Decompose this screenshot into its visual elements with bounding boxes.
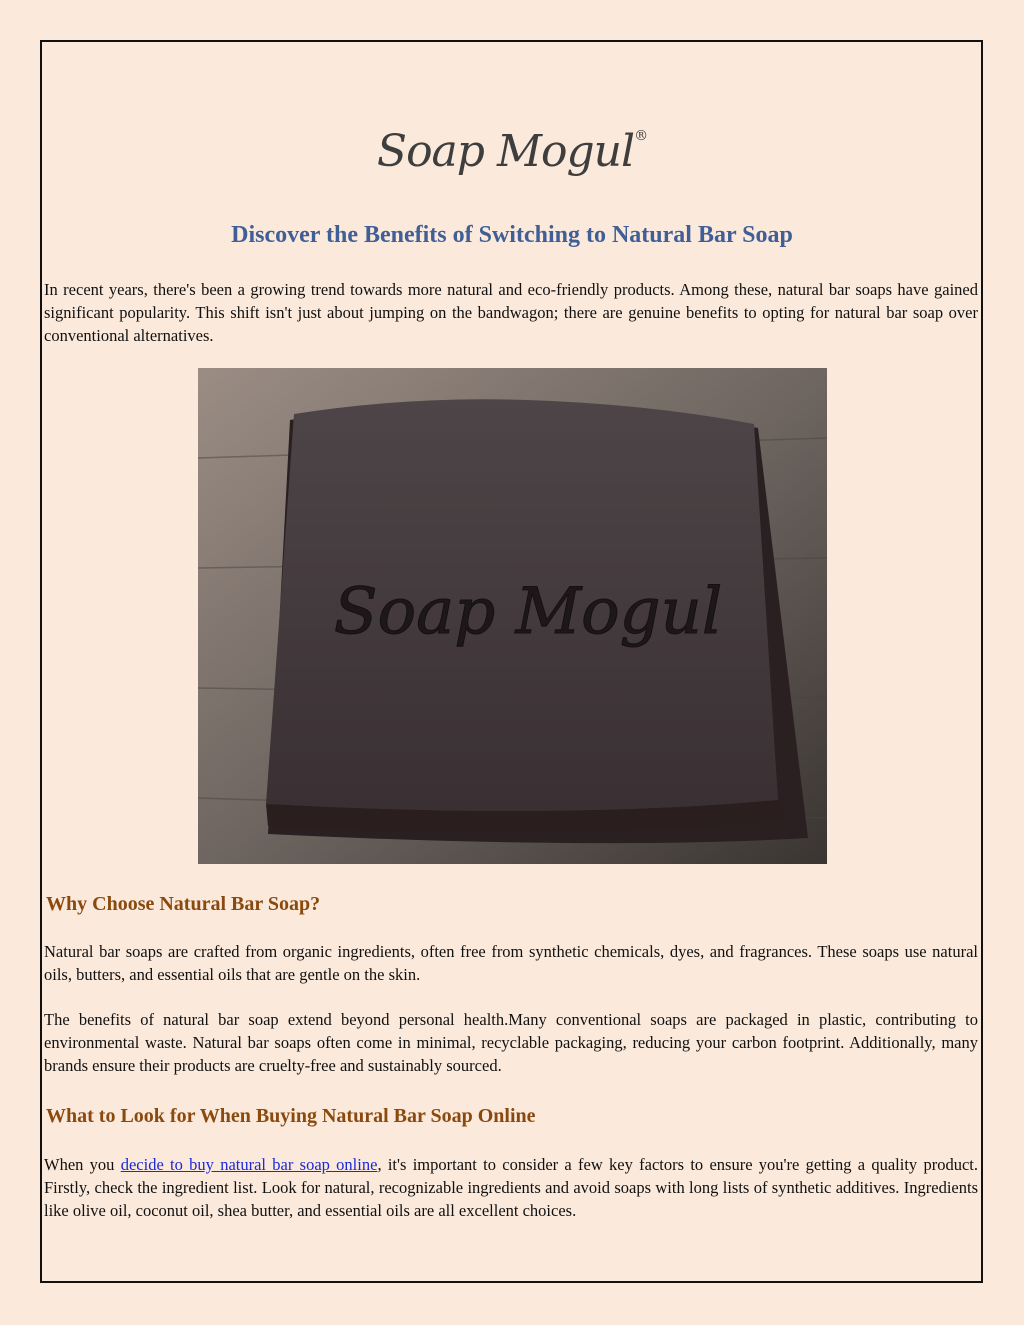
buying-paragraph bbox=[44, 1153, 978, 1222]
why-paragraph-1: Natural bar soaps are crafted from organic ingredients, often free from synthetic chemicals, dyes, and fragrances. These soaps use natural oils, butters, and essential oils that are gentle on the skin. bbox=[44, 942, 978, 984]
intro-paragraph: In recent years, there's been a growing trend towards more natural and eco-friendly products. Among these, natural bar soaps have gained significant popularity. This shift isn't just about jumping on the bandwagon; there are genuine benefits to opting for natural bar soap over conventional alternatives. bbox=[44, 280, 978, 345]
brand-logo-text: Soap Mogul bbox=[376, 126, 635, 177]
section-heading-why: Why Choose Natural Bar Soap? bbox=[46, 893, 321, 915]
buying-text-end: , it's important to consider a few key factors to ensure you're getting a quality product. Firstly, check the ingredient list. Look for natural, recognizable ingredients and avoid soaps with long lists of synthetic additives. Ingredients like olive oil, coconut oil, shea butter, and essential oils are all excellent choices. bbox=[44, 1155, 978, 1220]
section-heading-buying: What to Look for When Buying Natural Bar Soap Online bbox=[46, 1105, 536, 1127]
buying-text-start: When you bbox=[44, 1155, 121, 1174]
why-paragraph-2: The benefits of natural bar soap extend beyond personal health.Many conventional soaps are packaged in plastic, contributing to environmental waste. Natural bar soaps often come in minimal, recyclable packaging, reducing your carbon footprint. Additionally, many brands ensure their products are cruelty-free and sustainably sourced. bbox=[44, 1010, 978, 1075]
page-title: Discover the Benefits of Switching to Natural Bar Soap bbox=[231, 222, 793, 248]
registered-mark: ® bbox=[634, 128, 648, 144]
soap-bar-photo bbox=[198, 368, 827, 864]
brand-logo bbox=[0, 126, 1024, 177]
soap-emboss-text: Soap Mogul bbox=[333, 575, 723, 649]
buy-soap-online-link[interactable]: decide to buy natural bar soap online bbox=[120, 1155, 378, 1174]
